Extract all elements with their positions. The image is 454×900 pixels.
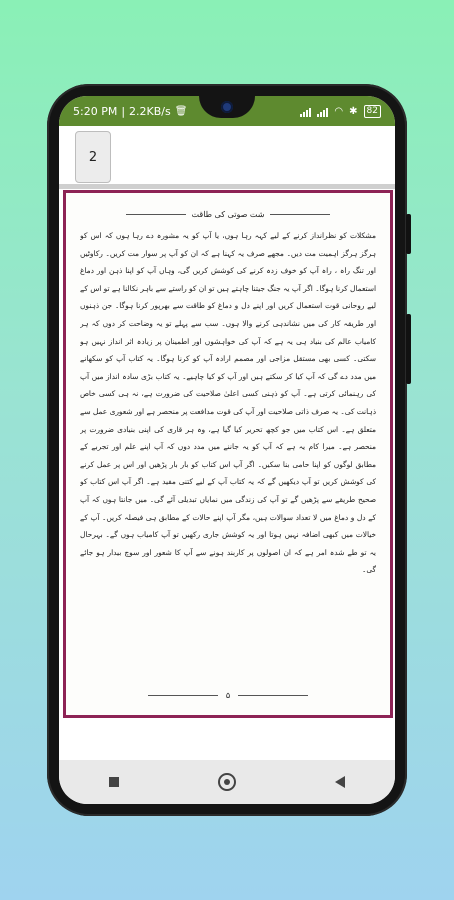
trash-icon: 🗑 <box>174 106 188 117</box>
back-icon[interactable] <box>335 776 345 788</box>
footer-rule-left <box>148 695 218 696</box>
page-footer-number: ۵ <box>225 690 231 700</box>
page-tab-label: 2 <box>88 149 98 165</box>
toolbar-divider <box>59 184 395 189</box>
page-gap <box>59 718 395 760</box>
page-content <box>74 201 382 707</box>
footer-rule-right <box>238 695 308 696</box>
signal-icon <box>300 107 311 117</box>
net-speed: 2.2KB/s <box>129 105 171 118</box>
wifi-icon: ◠ <box>334 106 344 117</box>
page-header-title: شت صوتی کی طاقت <box>191 209 265 219</box>
phone-frame <box>47 84 407 816</box>
bluetooth-icon: ✱ <box>349 106 358 117</box>
header-rule-right <box>270 214 330 215</box>
book-page[interactable] <box>63 190 393 718</box>
page-body-text: مشکلات کو نظرانداز کرنے کے لیے کہہ رہا ہوں، یا آپ کو یہ مشورہ دے رہا ہوں کہ اس کو ہرگز ہرگز اہمیت مت دیں۔ مجھے صرف یہ کہنا ہے کہ ان کو آپ پر سوار مت کریں۔ رکاوٹیں اور تنگ راہ ، راہ آپ کو خوف زدہ کرنے کی کوشش کریں گی، وہاں آپ کو اپنا ذہن اور دماغ استعمال کرنا ہوگا۔ اگر آپ یہ جنگ جیتنا چاہتے ہیں تو ان کو راستے سے باہر نکالنا ہے تو اس کے لیے روحانی قوت استعمال کریں اور اپنے دل و دماغ کو طاقت سے بھرپور کرنا ہوگا۔ جن ذہنوں اور طریقہ کار کی میں نشاندہی کرنے والا ہوں۔ سب سے پہلے تو یہ وضاحت کر دوں کہ ہر کامیاب عالم کی بنیاد ہی یہ ہے کہ آپ کی خواہشوں اور اطمینان پر زیادہ اثر انداز نہیں ہو سکتی۔ کسی بھی مستقل مزاجی اور مصمم ارادہ آپ کو کرنا ہوگا۔ یہ کتاب آپ کو سکھانے میں مدد دے گی کہ آپ کیا کر سکتے ہیں اور آپ کو کیا چاہیے۔ یہ کتاب بڑی سادہ انداز میں آپ کی رہنمائی کرتی ہے۔ آپ کو ذہنی کسی اعلیٰ صلاحیت کی ضرورت ہے، نہ ہی کسی خاص ذہانت کی۔ یہ صرف ذاتی صلاحیت اور آپ کی قوت مدافعت پر منحصر ہے اور شعوری عمل سے متعلق ہے۔ اس کتاب میں جو کچھ تحریر کیا گیا ہے، وہ ہر قاری کی اپنی بنیادی ضرورت پر منحصر ہے۔ میرا کام یہ ہے کہ آپ کو یہ جاننے میں مدد دوں کہ آپ اپنے علم اور تجربے کے مطابق لوگوں کو اپنا حامی بنا سکیں۔ اگر آپ اس کتاب کو بار بار پڑھیں اور اس پر عمل کرنے کی کوشش کریں تو آپ دیکھیں گے کہ یہ کتاب آپ کے لیے کتنی مفید ہے۔ اگر آپ اس کتاب کو صحیح طریقے سے پڑھیں گے تو آپ کی زندگی میں نمایاں تبدیلی آئے گی۔ میں جانتا ہوں کہ آپ کے دل و دماغ میں لا تعداد سوالات ہیں، مگر آپ اپنے حالات کے مطابق ہی فیصلہ کریں۔ آپ کے خیالات میں کبھی اضافہ نہیں ہوتا اور یہ کوشش جاری رکھیں تو آپ کامیاب ہوں گے۔ بہرحال یہ تو طے شدہ امر ہے کہ ان اصولوں پر کاربند ہونے سے آپ کا شعور اور سوچ بیدار ہو جائے گی۔ <box>80 231 376 575</box>
volume-button <box>406 214 411 254</box>
status-left: 5:20 PM | 2.2KB/s 🗑 <box>73 105 188 118</box>
signal-2-icon <box>317 107 328 117</box>
page-footer <box>74 689 382 701</box>
home-icon[interactable] <box>218 773 236 791</box>
header-rule-left <box>126 214 186 215</box>
clock: 5:20 PM <box>73 105 118 118</box>
page-number-tab[interactable] <box>75 131 111 183</box>
power-button <box>406 314 411 384</box>
status-right <box>300 105 381 118</box>
screen <box>59 96 395 804</box>
camera-icon <box>221 101 233 113</box>
battery-icon: 82 <box>364 105 381 118</box>
system-nav-bar <box>59 760 395 804</box>
recents-icon[interactable] <box>109 777 119 787</box>
page-header <box>74 207 382 221</box>
